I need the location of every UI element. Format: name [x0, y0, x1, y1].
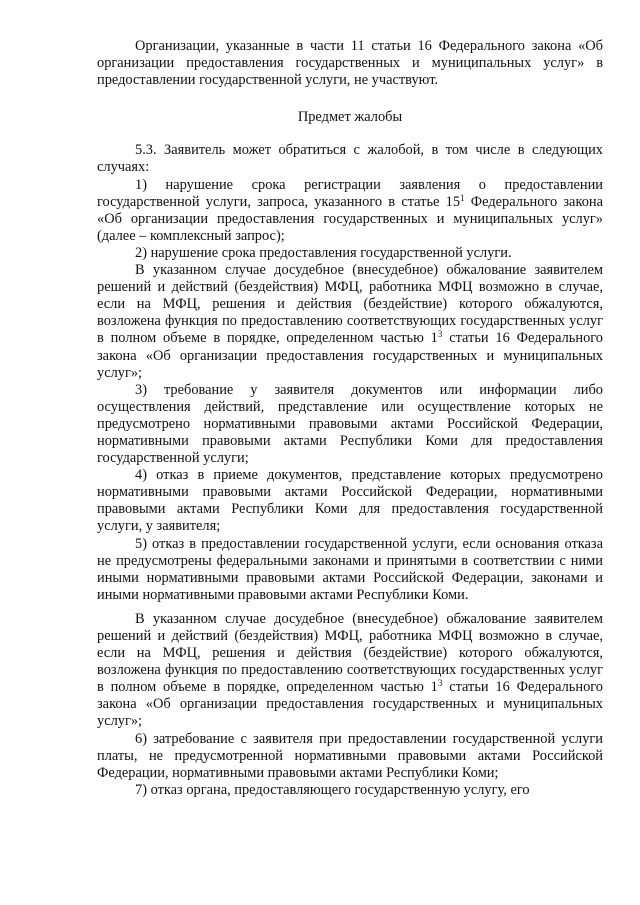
mfc-paragraph-2 [97, 611, 603, 731]
mfc-paragraph-2-text-a: В указанном случае досудебное (внесудебное) обжалование заявителем решений и действий (бездействия) МФЦ, работника МФЦ возможно в случае, если на МФЦ, решения и действия (бездействие) которого обжалуются, возложена функция по предоставлению соответствующих государственных услуг в полном объеме в порядке, определенном частью 1 [97, 610, 603, 696]
list-item-2: 2) нарушение срока предоставления государственной услуги. [135, 244, 512, 261]
mfc-paragraph-2-text-b: статьи 16 Федерального закона «Об организации предоставления государственных и муниципальных услуг»; [97, 679, 603, 730]
document-body [97, 38, 603, 799]
mfc-paragraph-1-text-a: В указанном случае досудебное (внесудебное) обжалование заявителем решений и действий (бездействия) МФЦ, работника МФЦ возможно в случае, если на МФЦ, решения и действия (бездействие) которого обжалуются, возложена функция по предоставлению соответствующих государственных услуг в полном объеме в порядке, определенном частью 1 [97, 262, 603, 347]
superscript: 3 [437, 329, 443, 340]
mfc-paragraph-1-text-b: статьи 16 Федерального закона «Об организации предоставления государственных и муниципальных услуг»; [97, 330, 603, 381]
mfc-paragraph-1 [97, 262, 603, 382]
list-item-5: 5) отказ в предоставлении государственной услуги, если основания отказа не предусмотрены федеральными законами и принятыми в соответствии с ними иными нормативными правовыми актами Российской Федерации, законами и иными нормативными правовыми актами Республики Коми. [97, 535, 603, 603]
list-item-6: 6) затребование с заявителя при предоставлении государственной услуги платы, не предусмотренной нормативными правовыми актами Российской Федерации, нормативными правовыми актами Республики Коми; [97, 730, 603, 781]
paragraph-5-3: 5.3. Заявитель может обратиться с жалобой, в том числе в следующих случаях: [97, 142, 603, 176]
section-heading: Предмет жалобы [297, 109, 403, 126]
list-item-4: 4) отказ в приеме документов, представление которых предусмотрено нормативными правовыми актами Российской Федерации, нормативными правовыми актами Республики Коми для предоставления государственной услуги, у заявителя; [97, 467, 603, 535]
intro-paragraph: Организации, указанные в части 11 статьи 16 Федерального закона «Об организации предоставления государственных и муниципальных услуг» в предоставлении государственной услуги, не участвуют. [97, 38, 603, 89]
superscript: 3 [437, 678, 443, 689]
list-item-1-text-b: Федерального закона «Об организации предоставления государственных и муниципальных услуг» (далее – комплексный запрос); [97, 193, 603, 244]
list-item-1-text-a: 1) нарушение срока регистрации заявления о предоставлении государственной услуги, запроса, указанного в статье 15 [97, 176, 603, 210]
list-item-3: 3) требование у заявителя документов или информации либо осуществления действий, представление или осуществление которых не предусмотрено нормативными правовыми актами Российской Федерации, нормативными правовыми актами Республики Коми для предоставления государственной услуги; [97, 381, 603, 467]
superscript: 1 [460, 192, 465, 203]
list-item-7: 7) отказ органа, предоставляющего государственную услугу, его [135, 781, 530, 798]
list-item-1 [97, 177, 603, 245]
